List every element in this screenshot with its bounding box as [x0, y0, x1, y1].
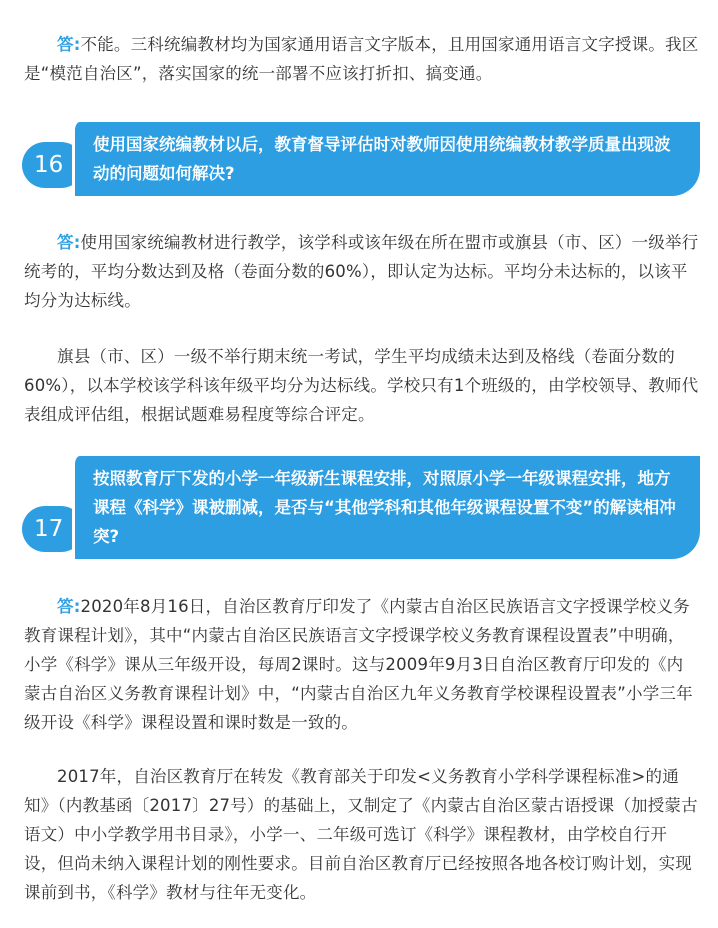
question-17-text: 按照教育厅下发的小学一年级新生课程安排，对照原小学一年级课程安排，地方课程《科学》课被删减，是否与“其他学科和其他年级课程设置不变”的解读相冲突? — [72, 456, 700, 559]
q17-answer-p1 — [24, 592, 700, 737]
answer-label: 答: — [57, 233, 81, 252]
answer-text: 不能。三科统编教材均为国家通用语言文字版本，且用国家通用语言文字授课。我区是“模范自治区”，落实国家的统一部署不应该打折扣、搞变通。 — [24, 35, 699, 83]
answer-text: 2020年8月16日，自治区教育厅印发了《内蒙古自治区民族语言文字授课学校义务教育课程计划》，其中“内蒙古自治区民族语言文字授课学校义务教育课程设置表”中明确，小学《科学》课从三年级开设，每周2课时。这与2009年9月3日自治区教育厅印发的《内蒙古自治区义务教育课程计划》中，“内蒙古自治区九年义务教育学校课程设置表”小学三年级开设《科学》课程设置和课时数是一致的。 — [24, 597, 693, 732]
answer-label: 答: — [57, 35, 81, 54]
question-number-badge: 17 — [22, 506, 84, 552]
intro-answer — [24, 30, 700, 88]
q16-answer-p2: 旗县（市、区）一级不举行期末统一考试，学生平均成绩未达到及格线（卷面分数的60%），以本学校该学科该年级平均分为达标线。学校只有1个班级的，由学校领导、教师代表组成评估组，根据试题难易程度等综合评定。 — [24, 347, 699, 424]
question-17-block — [22, 456, 700, 554]
q17-answer-p2: 2017年，自治区教育厅在转发《教育部关于印发<义务教育小学科学课程标准>的通知》（内教基函〔2017〕27号）的基础上，又制定了《内蒙古自治区蒙古语授课（加授蒙古语文）中小学教学用书目录》，小学一、二年级可选订《科学》课程教材，由学校自行开设，但尚未纳入课程计划的刚性要求。目前自治区教育厅已经按照各地各校订购计划，实现课前到书，《科学》教材与往年无变化。 — [24, 767, 698, 902]
question-16-text: 使用国家统编教材以后，教育督导评估时对教师因使用统编教材教学质量出现波动的问题如何解决? — [72, 122, 700, 196]
question-number-badge: 16 — [22, 142, 84, 188]
question-16-block — [22, 122, 700, 188]
q16-answer-p1 — [24, 228, 700, 315]
answer-label: 答: — [57, 597, 81, 616]
answer-text: 使用国家统编教材进行教学，该学科或该年级在所在盟市或旗县（市、区）一级举行统考的，平均分数达到及格（卷面分数的60%），即认定为达标。平均分未达标的，以该平均分为达标线。 — [24, 233, 699, 310]
